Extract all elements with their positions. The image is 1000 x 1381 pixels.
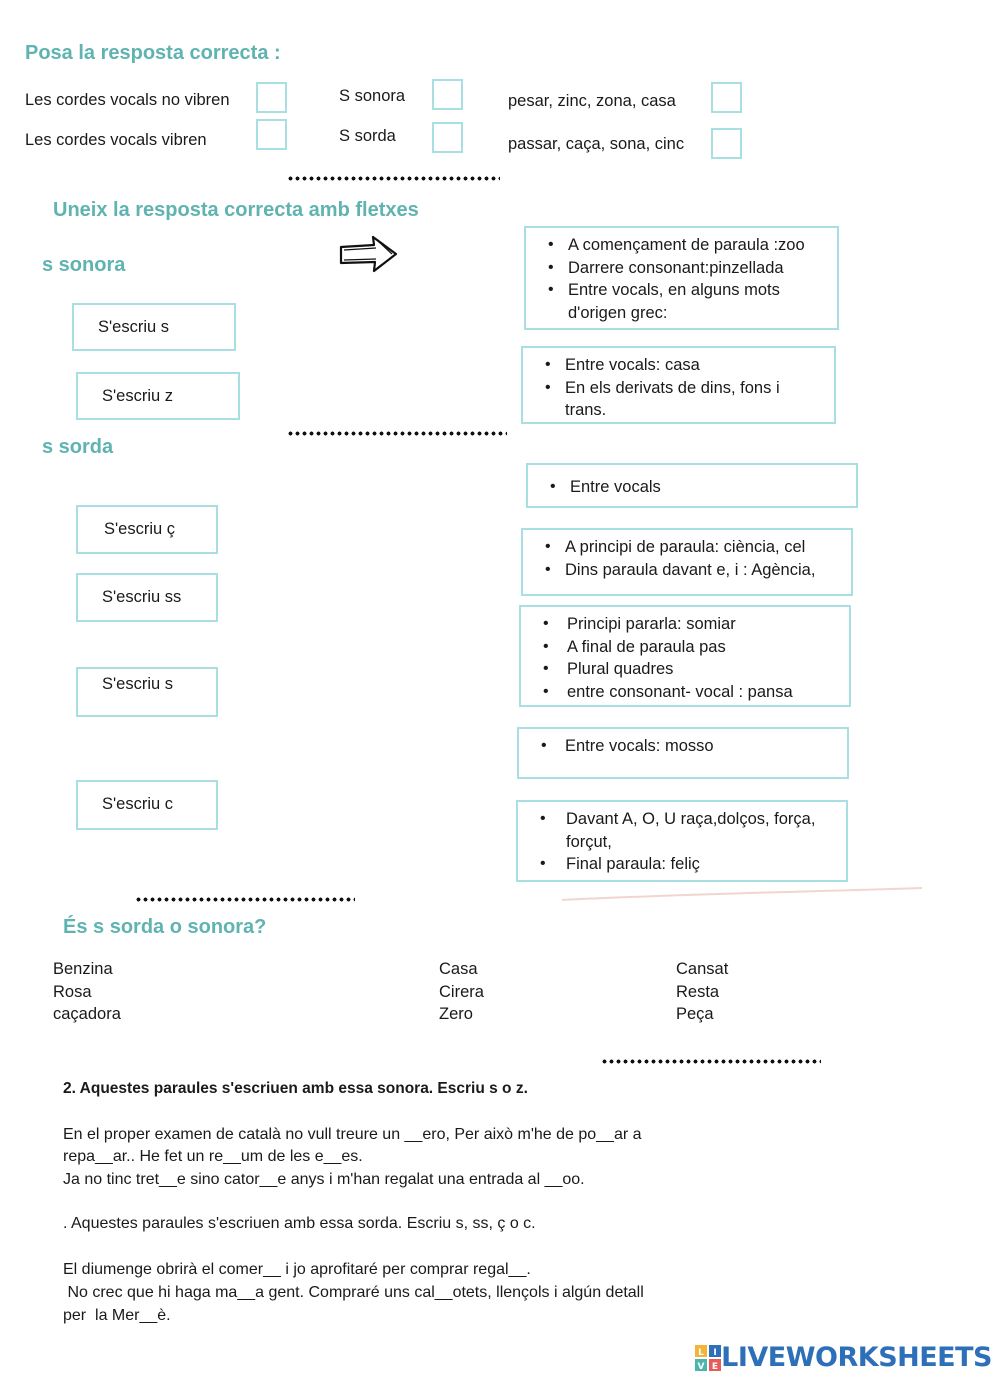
decorative-line xyxy=(560,884,925,904)
left-box-label: S'escriu ç xyxy=(104,520,176,538)
option-s-sorda: S sorda xyxy=(339,127,396,145)
answer-box-1[interactable] xyxy=(256,82,287,113)
list-item: • entre consonant- vocal : pansa xyxy=(521,681,839,704)
right-box-7[interactable] xyxy=(516,800,848,882)
word: caçadora xyxy=(53,1005,121,1023)
option-words-2: passar, caça, sona, cinc xyxy=(508,135,685,153)
answer-box-2[interactable] xyxy=(256,119,287,150)
dotted-divider xyxy=(287,176,500,181)
option-no-vibren: Les cordes vocals no vibren xyxy=(25,91,230,109)
list-item: • Entre vocals, en alguns mots d'origen grec: xyxy=(526,279,827,324)
section1-title: Posa la resposta correcta : xyxy=(25,42,281,64)
list-item: • Davant A, O, U raça,dolços, força, forçut, xyxy=(518,808,836,853)
list-item: • Principi pararla: somiar xyxy=(521,613,839,636)
word: Casa xyxy=(439,960,478,978)
section2-title: Uneix la resposta correcta amb fletxes xyxy=(53,199,419,221)
right-box-4[interactable] xyxy=(521,528,853,596)
word: Cirera xyxy=(439,982,484,1001)
left-box-sorda-c[interactable] xyxy=(76,780,218,830)
dotted-divider xyxy=(135,897,355,902)
list-item: • A principi de paraula: ciència, cel xyxy=(523,536,841,559)
exercise-line: Ja no tinc tret__e sino cator__e anys i m'han regalat una entrada al __oo. xyxy=(63,1171,585,1188)
answer-box-4[interactable] xyxy=(432,122,463,153)
list-item: • Entre vocals: casa xyxy=(523,354,824,377)
exercise-line: En el proper examen de català no vull treure un __ero, Per això m'he de po__ar a xyxy=(63,1126,642,1143)
list-item: • Entre vocals xyxy=(528,476,846,499)
exercise-line: No crec que hi haga ma__a gent. Compraré uns cal__otets, llençols i algún detall xyxy=(63,1284,644,1301)
word: Peça xyxy=(676,1005,714,1023)
exercise-line: El diumenge obrirà el comer__ i jo aprofitaré per comprar regal__. xyxy=(63,1261,531,1278)
list-item: • Final paraula: feliç xyxy=(518,853,836,876)
left-box-label: S'escriu c xyxy=(102,795,174,813)
list-item: • Darrere consonant:pinzellada xyxy=(526,257,827,280)
word: Zero xyxy=(439,1005,473,1023)
list-item: • Plural quadres xyxy=(521,658,839,681)
section4-subtitle: . Aquestes paraules s'escriuen amb essa sorda. Escriu s, ss, ç o c. xyxy=(63,1215,536,1232)
right-box-3[interactable] xyxy=(526,463,858,508)
liveworksheets-logo-icon xyxy=(695,1345,721,1371)
list-item: • Dins paraula davant e, i : Agència, xyxy=(523,559,841,582)
list-item: • A començament de paraula :zoo xyxy=(526,234,827,257)
list-item: • Entre vocals: mosso xyxy=(519,735,837,758)
left-box-sonora-z[interactable] xyxy=(76,372,240,420)
logo-letter: V xyxy=(697,1361,705,1371)
list-item: • A final de paraula pas xyxy=(521,636,839,659)
left-box-label: S'escriu z xyxy=(102,386,174,405)
s-sorda-heading: s sorda xyxy=(42,436,114,458)
option-s-sonora: S sonora xyxy=(339,87,406,105)
exercise-line: repa__ar.. He fet un re__um de les e__es. xyxy=(63,1148,363,1165)
left-box-label: S'escriu ss xyxy=(102,588,182,606)
section3-title: És s sorda o sonora? xyxy=(63,916,267,938)
s-sonora-heading: s sonora xyxy=(42,254,126,276)
section4-title: 2. Aquestes paraules s'escriuen amb essa sonora. Escriu s o z. xyxy=(63,1080,528,1097)
left-box-label: S'escriu s xyxy=(98,317,170,336)
right-box-5[interactable] xyxy=(519,605,851,707)
left-box-sonora-s[interactable] xyxy=(72,303,236,351)
left-box-sorda-s[interactable] xyxy=(76,667,218,717)
word: Cansat xyxy=(676,960,729,978)
option-words-1: pesar, zinc, zona, casa xyxy=(508,92,676,110)
dotted-divider xyxy=(601,1059,821,1064)
right-box-1[interactable] xyxy=(524,226,839,330)
answer-box-3[interactable] xyxy=(432,79,463,110)
logo-letter: E xyxy=(712,1361,719,1371)
word: Rosa xyxy=(53,982,92,1001)
word: Benzina xyxy=(53,960,113,978)
exercise-line: per la Mer__è. xyxy=(63,1307,171,1324)
word-column-2 xyxy=(439,958,484,1026)
answer-box-6[interactable] xyxy=(711,128,742,159)
logo-letter: L xyxy=(698,1347,705,1358)
list-item: • En els derivats de dins, fons i trans. xyxy=(523,377,824,422)
word-column-3 xyxy=(676,958,728,1026)
left-box-label: S'escriu s xyxy=(102,675,174,693)
dotted-divider xyxy=(287,431,507,436)
left-box-sorda-ss[interactable] xyxy=(76,573,218,622)
liveworksheets-logo xyxy=(695,1342,992,1373)
word: Resta xyxy=(676,982,720,1001)
right-box-2[interactable] xyxy=(521,346,836,424)
logo-letter: I xyxy=(713,1347,717,1358)
word-column-1 xyxy=(53,958,121,1026)
option-vibren: Les cordes vocals vibren xyxy=(25,131,207,149)
right-box-6[interactable] xyxy=(517,727,849,779)
left-box-sorda-c-cedilla[interactable] xyxy=(76,505,218,554)
arrow-right-icon xyxy=(338,233,400,275)
answer-box-5[interactable] xyxy=(711,82,742,113)
logo-text: LIVEWORKSHEETS xyxy=(721,1342,992,1373)
